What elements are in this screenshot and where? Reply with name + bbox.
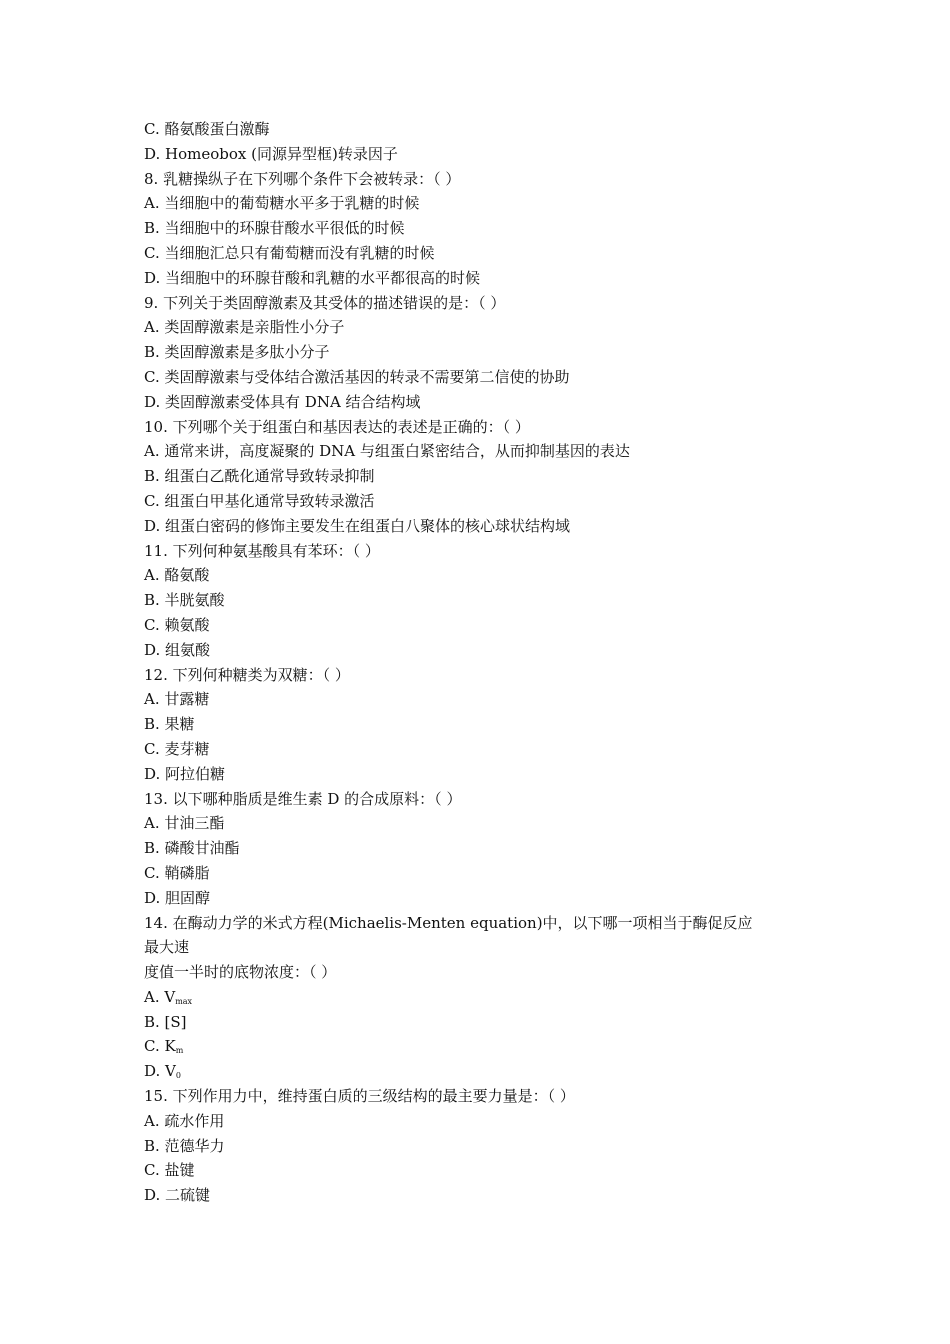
option-a-q9: A. 类固醇激素是亲脂性小分子 [144,318,345,337]
option-c-q9: C. 类固醇激素与受体结合激活基因的转录不需要第二信使的协助 [144,367,570,386]
option-d-q7: D. Homeobox (同源异型框)转录因子 [144,144,398,163]
option-d-q8: D. 当细胞中的环腺苷酸和乳糖的水平都很高的时候 [144,268,481,287]
option-a-q11: A. 酪氨酸 [144,566,210,585]
question-10: 10. 下列哪个关于组蛋白和基因表达的表述是正确的：（ ） [144,417,530,436]
option-b-q10: B. 组蛋白乙酰化通常导致转录抑制 [144,467,375,486]
question-14-wrap-1: 最大速 [144,938,190,957]
option-c-q10: C. 组蛋白甲基化通常导致转录激活 [144,491,375,510]
option-d-q10: D. 组蛋白密码的修饰主要发生在组蛋白八聚体的核心球状结构域 [144,516,571,535]
option-b-q12: B. 果糖 [144,715,195,734]
question-14-wrap-2: 度值一半时的底物浓度：（ ） [144,963,337,982]
option-d-q14: D. $V_0$ [144,1062,181,1081]
option-a-q15: A. 疏水作用 [144,1111,225,1130]
option-d-q9: D. 类固醇激素受体具有 DNA 结合结构域 [144,392,421,411]
option-c-q15: C. 盐键 [144,1161,195,1180]
option-a-q12: A. 甘露糖 [144,690,210,709]
question-9: 9. 下列关于类固醇激素及其受体的描述错误的是：（ ） [144,293,506,312]
subscript: max [175,996,193,1006]
option-d-q13: D. 胆固醇 [144,888,211,907]
option-a-q10: A. 通常来讲，高度凝聚的 DNA 与组蛋白紧密结合，从而抑制基因的表达 [144,442,630,461]
question-11: 11. 下列何种氨基酸具有苯环：（ ） [144,541,380,560]
subscript: m [175,1046,184,1056]
option-b-q9: B. 类固醇激素是多肽小分子 [144,343,330,362]
question-15: 15. 下列作用力中，维持蛋白质的三级结构的最主要力量是：（ ） [144,1087,575,1106]
question-8: 8. 乳糖操纵子在下列哪个条件下会被转录：（ ） [144,169,461,188]
question-12: 12. 下列何种糖类为双糖：（ ） [144,665,350,684]
document-page [144,117,834,1208]
option-c-q11: C. 赖氨酸 [144,615,210,634]
option-b-q11: B. 半胱氨酸 [144,591,225,610]
option-b-q13: B. 磷酸甘油酯 [144,839,240,858]
option-a-q13: A. 甘油三酯 [144,814,225,833]
option-c-q7: C. 酪氨酸蛋白激酶 [144,120,270,138]
option-c-q14: C. $K_m$ [144,1037,184,1056]
option-c-q12: C. 麦芽糖 [144,739,210,758]
option-c-q8: C. 当细胞汇总只有葡萄糖而没有乳糖的时候 [144,243,435,262]
question-14: 14. 在酶动力学的米式方程(Michaelis-Menten equation)中，以下哪一项相当于酶促反应 [144,913,753,932]
option-b-q14: B. [S] [144,1012,187,1031]
option-a-q8: A. 当细胞中的葡萄糖水平多于乳糖的时候 [144,194,420,213]
option-c-q13: C. 鞘磷脂 [144,863,210,882]
option-d-q12: D. 阿拉伯糖 [144,764,226,783]
option-a-q14: A. $V_{max}$ [144,987,193,1006]
subscript: 0 [175,1071,181,1081]
question-13: 13. 以下哪种脂质是维生素 D 的合成原料：（ ） [144,789,462,808]
option-d-q15: D. 二硫键 [144,1186,211,1205]
option-d-q11: D. 组氨酸 [144,640,211,659]
option-b-q8: B. 当细胞中的环腺苷酸水平很低的时候 [144,219,405,238]
option-b-q15: B. 范德华力 [144,1136,225,1155]
